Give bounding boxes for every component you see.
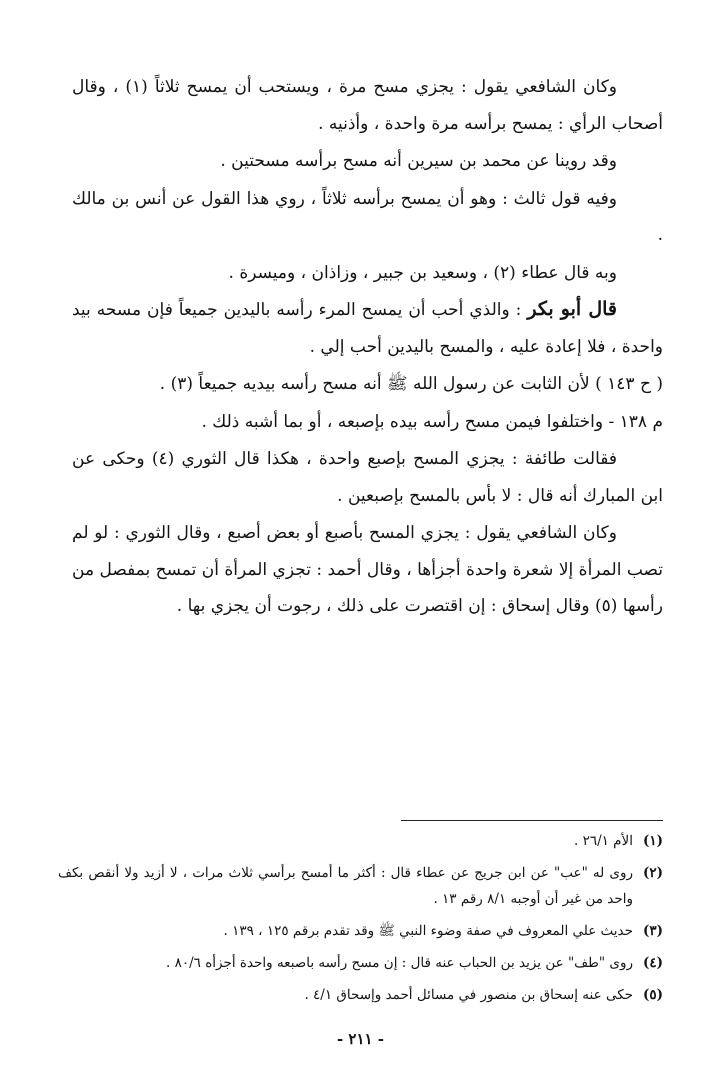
footnote xyxy=(58,982,663,1008)
paragraph xyxy=(58,365,663,403)
paragraph xyxy=(58,68,663,142)
paragraph xyxy=(58,142,663,180)
footnote-number: (٢) xyxy=(642,865,663,881)
footnote-number: (٤) xyxy=(642,955,663,971)
footnote xyxy=(58,860,663,912)
paragraph-text: وبه قال عطاء (٢) ، وسعيد بن جبير ، وزاذان ، وميسرة . xyxy=(228,262,617,283)
footnote xyxy=(58,950,663,976)
footnote-separator xyxy=(401,820,663,821)
page-number: - ٢١١ - xyxy=(336,1030,385,1048)
footnote xyxy=(58,918,663,944)
footnote-text: الأم ٢٦/١ . xyxy=(573,833,633,849)
paragraph xyxy=(58,440,663,514)
footnote-number: (٣) xyxy=(642,923,663,939)
footnote-number: (٥) xyxy=(642,987,663,1003)
issue-heading: م ١٣٨ - واختلفوا فيمن مسح رأسه بيده بإصبعه ، أو بما أشبه ذلك . xyxy=(201,411,663,432)
speaker-heading: قال أبو بكر xyxy=(527,298,617,320)
paragraph xyxy=(58,514,663,625)
footnote-text: حديث علي المعروف في صفة وضوء النبي ﷺ وقد تقدم برقم ١٢٥ ، ١٣٩ . xyxy=(223,923,633,939)
paragraph-text: وقد روينا عن محمد بن سيرين أنه مسح برأسه مسحتين . xyxy=(220,151,617,171)
paragraph-text: فقالت طائفة : يجزي المسح بإصبع واحدة ، هكذا قال الثوري (٤) وحكى عن ابن المبارك أنه قال : لا بأس بالمسح بإصبعين . xyxy=(72,449,663,506)
paragraph xyxy=(58,291,663,365)
paragraph-text: : والذي أحب أن يمسح المرء رأسه باليدين جميعاً فإن مسحه بيد واحدة ، فلا إعادة عليه ، والمسح باليدين أحب إلي . xyxy=(72,300,663,357)
paragraph xyxy=(58,254,663,292)
book-page xyxy=(58,58,663,1068)
paragraph xyxy=(58,403,663,441)
footnote-text: روى "طف" عن يزيد بن الحباب عنه قال : إن مسح رأسه باصبعه واحدة أجزأه ٨٠/٦ . xyxy=(166,955,633,971)
paragraph-text: وفيه قول ثالث : وهو أن يمسح برأسه ثلاثاً ، روي هذا القول عن أنس بن مالك . xyxy=(72,188,663,245)
paragraph-text: وكان الشافعي يقول : يجزي المسح بأصبع أو بعض أصبع ، وقال الثوري : لو لم تصب المرأة إلا شعرة واحدة أجزأها ، وقال أحمد : تجزي المرأة أن تمسح بمفصل من رأسها (٥) وقال إسحاق : إن اقتصرت على ذلك ، رجوت أن يجزي بها . xyxy=(72,523,663,616)
footnote xyxy=(58,828,663,854)
paragraph-text: وكان الشافعي يقول : يجزي مسح مرة ، ويستحب أن يمسح ثلاثاً (١) ، وقال أصحاب الرأي : يمسح برأسه مرة واحدة ، وأذنيه . xyxy=(72,77,663,134)
paragraph xyxy=(58,180,663,254)
hadith-reference: ( ح ١٤٣ ) لأن الثابت عن رسول الله ﷺ أنه مسح رأسه بيديه جميعاً (٣) . xyxy=(159,374,663,394)
footnotes xyxy=(58,828,663,1014)
footnote-number: (١) xyxy=(642,833,663,849)
footnote-text: روى له "عب" عن ابن جريج عن عطاء قال : أكثر ما أمسح برأسي ثلاث مرات ، لا أزيد ولا أنقص بكف واحد من غير أن أوجبه ٨/١ رقم ١٣ . xyxy=(58,865,633,907)
footnote-text: حكى عنه إسحاق بن منصور في مسائل أحمد وإسحاق ٤/١ . xyxy=(304,987,633,1003)
main-text xyxy=(58,68,663,625)
